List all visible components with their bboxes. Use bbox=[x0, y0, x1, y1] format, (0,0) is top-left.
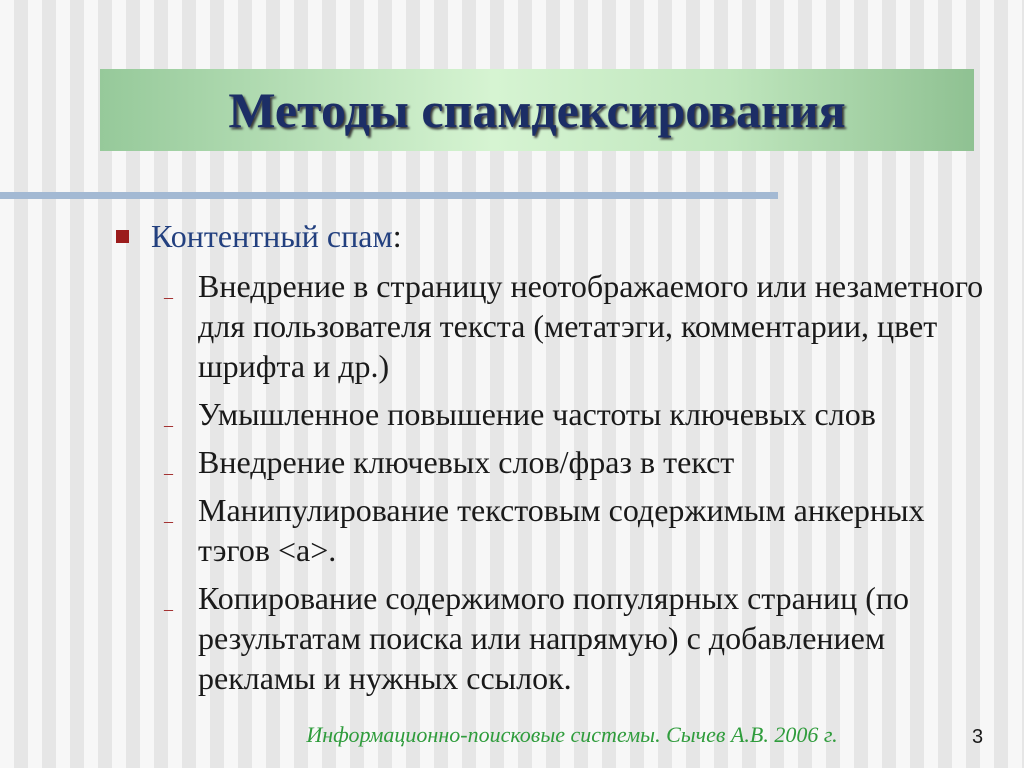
slide-content bbox=[112, 216, 1012, 706]
dash-bullet-icon: – bbox=[164, 415, 173, 435]
slide-footer: Информационно-поисковые системы. Сычев А.В. 2006 г. bbox=[306, 722, 838, 747]
sub-item-4 bbox=[164, 490, 1012, 570]
sub-item-1 bbox=[164, 266, 1012, 386]
sub-item-2 bbox=[164, 394, 1012, 434]
sub-item-text: Внедрение в страницу неотображаемого или незаметного для пользователя текста (метатэги, комментарии, цвет шрифта и др.) bbox=[198, 268, 984, 384]
title-divider bbox=[0, 192, 778, 199]
sub-item-text: Умышленное повышение частоты ключевых слов bbox=[198, 396, 876, 432]
page-number: 3 bbox=[972, 726, 984, 748]
dash-bullet-icon: – bbox=[164, 599, 173, 619]
sub-item-3 bbox=[164, 442, 1012, 482]
sub-item-text: Манипулирование текстовым содержимым анкерных тэгов <a>. bbox=[198, 492, 925, 568]
bullet-content-spam bbox=[112, 216, 1012, 256]
title-banner bbox=[100, 69, 974, 151]
sub-item-5 bbox=[164, 578, 1012, 698]
bullet-label-text: Контентный спам bbox=[151, 218, 393, 254]
dash-bullet-icon: – bbox=[164, 511, 173, 531]
sub-item-text: Внедрение ключевых слов/фраз в текст bbox=[198, 444, 735, 480]
square-bullet-icon bbox=[116, 230, 129, 243]
bullet-label bbox=[151, 216, 402, 256]
dash-bullet-icon: – bbox=[164, 463, 173, 483]
sub-item-text: Копирование содержимого популярных страниц (по результатам поиска или напрямую) с добавлением рекламы и нужных ссылок. bbox=[198, 580, 910, 696]
bullet-colon: : bbox=[392, 218, 402, 254]
slide-title: Методы спамдексирования bbox=[228, 82, 846, 138]
dash-bullet-icon: – bbox=[164, 287, 173, 307]
